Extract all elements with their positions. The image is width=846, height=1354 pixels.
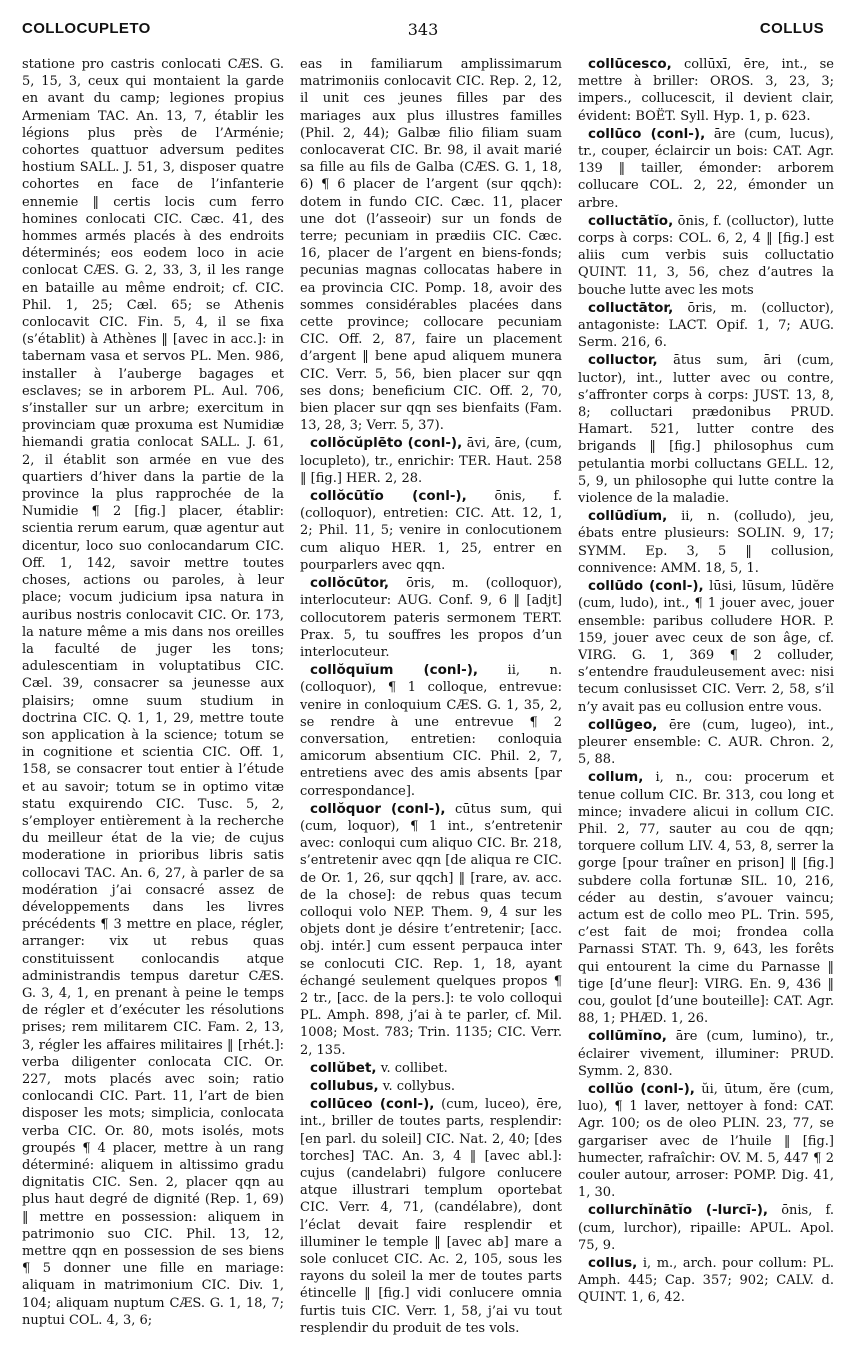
dictionary-entry — [578, 578, 834, 716]
entry-headword: collŏcŭplēto (conl-), — [310, 435, 463, 452]
entry-text: ōris, m. (colluctor), antagoniste: LACT. Opif. 1, 7; AUG. Serm. 216, 6. — [578, 300, 834, 351]
dictionary-entry — [300, 488, 562, 574]
dictionary-entry — [578, 1028, 834, 1080]
dictionary-entry — [300, 435, 562, 487]
dictionary-entry — [22, 56, 284, 1329]
entry-headword: collūceo (conl-), — [310, 1096, 435, 1113]
dictionary-entry — [300, 1060, 562, 1077]
dictionary-entry — [300, 56, 562, 434]
entry-text: ātus sum, āri (cum, luctor), int., lutter avec ou contre, s’affronter corps à corps: JUST. 13, 8, 8; colluctari prædonibus PRUD. Hamart. 521, lutter contre des brigands ‖ [fig.] philosophus cum petulantia morbi colluctans GELL. 12, 5, 9, un philosophe qui lutte contre la violence de la maladie. — [578, 353, 834, 507]
dictionary-entry — [578, 1255, 834, 1307]
dictionary-entry — [578, 769, 834, 1027]
entry-text: ŭi, ūtum, ĕre (cum, luo), ¶ 1 laver, nettoyer à fond: CAT. Agr. 100; os de oleo PLIN. 23, 77, se gargariser avec de l’huile ‖ [fig.] humecter, rafraîchir: OV. M. 5, 447 ¶ 2 couler autour, arroser: POMP. Dig. 41, 1, 30. — [578, 1081, 834, 1201]
entry-text: āre (cum, lucus), tr., couper, éclaircir un bois: CAT. Agr. 139 ‖ tailler, émonder: arborem collucare COL. 2, 22, émonder un arbre. — [578, 126, 834, 211]
dictionary-entry — [578, 56, 834, 125]
dictionary-entry — [578, 213, 834, 299]
column-3 — [578, 56, 834, 1348]
dictionary-entry — [578, 352, 834, 507]
entry-text: lūsi, lūsum, lūdĕre (cum, ludo), int., ¶ 1 jouer avec, jouer ensemble: paribus colludere HOR. P. 159, jouer avec ceux de son âge, cf. VIRG. G. 1, 369 ¶ 2 colluder, s’entendre frauduleusement avec: nisi tecum conlusisset CIC. Verr. 2, 58, s’il n’y avait pas eu collusion entre vous. — [578, 579, 834, 715]
dictionary-entry — [300, 662, 562, 800]
entry-headword: collŏquor (conl-), — [310, 800, 446, 817]
entry-text: i, n., cou: procerum et tenue collum CIC. Br. 313, cou long et mince; invadere alicui in collum CIC. Phil. 2, 77, sauter au cou de qqn; torquere collum LIV. 4, 53, 8, serrer la gorge [pour traîner en prison] ‖ [fig.] subdere colla fortunæ SIL. 10, 216, céder au destin, s’avouer vaincu; actum est de collo meo PL. Trin. 595, c’est fait de moi; frondea colla Parnassi STAT. Th. 9, 643, les forêts qui entourent la cime du Parnasse ‖ tige [d’une fleur]: VIRG. En. 9, 436 ‖ cou, goulot [d’une bouteille]: CAT. Agr. 88, 1; PHÆD. 1, 26. — [578, 770, 834, 1027]
entry-headword: collūdo (conl-), — [588, 578, 704, 595]
dictionary-entry — [578, 717, 834, 769]
entry-text: ōnis, f. (cum, lurchor), ripaille: APUL. Apol. 75, 9. — [578, 1203, 834, 1253]
entry-headword: colluctor, — [588, 352, 658, 369]
entry-headword: collus, — [588, 1255, 638, 1272]
entry-headword: collŭo (conl-), — [588, 1080, 695, 1097]
dictionary-entry — [578, 1202, 834, 1254]
header-right-guideword: COLLUS — [759, 20, 824, 37]
entry-headword: collūdĭum, — [588, 508, 668, 525]
entry-headword: collūmĭno, — [588, 1028, 667, 1045]
entry-text: ōnis, f. (colloquor), entretien: CIC. Att. 12, 1, 2; Phil. 11, 5; venire in conlocutionem cum aliquo HER. 1, 25, entrer en pourparlers avec qqn. — [300, 489, 562, 573]
entry-text: ōnis, f. (colluctor), lutte corps à corps: COL. 6, 2, 4 ‖ [fig.] est aliis cum verbis suis colluctatio QUINT. 11, 3, 56, chez d’autres la bouche lutte avec les mots — [578, 213, 834, 298]
column-2 — [300, 56, 562, 1348]
entry-text: eas in familiarum amplissimarum matrimoniis conlocavit CIC. Rep. 2, 12, il unit ces jeunes filles par des mariages aux plus illustres familles (Phil. 2, 44); Galbæ filio filiam suam conlocaverat CIC. Br. 98, il avait marié sa fille au fils de Galba (CÆS. G. 1, 18, 6) ¶ 6 placer de l’argent (sur qqch): dotem in fundo CIC. Cæc. 11, placer une dot (l’asseoir) sur un fonds de terre; pecuniam in prædiis CIC. Cæc. 16, placer de l’argent en biens-fonds; pecunias magnas collocatas habere in ea provincia CIC. Pomp. 18, avoir des sommes considérables placées dans cette province; collocare pecuniam CIC. Off. 2, 87, faire un placement d’argent ‖ bene apud aliquem munera CIC. Verr. 5, 56, bien placer sur qqn ses dons; beneficium CIC. Off. 2, 70, bien placer sur qqn ses bienfaits (Fam. 13, 28, 3; Verr. 5, 37). — [300, 57, 562, 434]
entry-headword: collubus, — [310, 1077, 379, 1094]
entry-headword: collŭbet, — [310, 1059, 377, 1076]
running-header — [22, 20, 824, 44]
entry-headword: colluctātĭo, — [588, 212, 674, 229]
entry-text: ii, n. (colludo), jeu, ébats entre plusieurs: SOLIN. 9, 17; SYMM. Ep. 3, 5 ‖ collusion, connivence: AMM. 18, 5, 1. — [578, 509, 834, 576]
entry-headword: collum, — [588, 769, 644, 786]
entry-headword: collūcesco, — [588, 56, 672, 72]
entry-text: āre (cum, lumino), tr., éclairer vivement, illuminer: PRUD. Symm. 2, 830. — [578, 1029, 834, 1079]
entry-text: i, m., arch. pour collum: PL. Amph. 445; Cap. 357; 902; CALV. d. QUINT. 1, 6, 42. — [578, 1256, 834, 1306]
entry-text: āvi, āre, (cum, locupleto), tr., enrichir: TER. Haut. 258 ‖ [fig.] HER. 2, 28. — [300, 436, 562, 486]
entry-text: v. collybus. — [382, 1078, 456, 1094]
entry-headword: collurchĭnātĭo (-lurcī-), — [588, 1202, 769, 1219]
dictionary-entry — [300, 1096, 562, 1337]
entry-headword: collŏcūtor, — [310, 575, 389, 592]
entry-headword: collūgeo, — [588, 716, 658, 733]
dictionary-entry — [578, 300, 834, 352]
entry-headword: colluctātor, — [588, 299, 674, 316]
dictionary-entry — [578, 126, 834, 212]
dictionary-entry — [578, 508, 834, 577]
entry-text: (cum, luceo), ēre, int., briller de toutes parts, resplendir: [en parl. du soleil] CIC. Nat. 2, 40; [des torches] TAC. An. 3, 4 ‖ [avec abl.]: cujus (candelabri) fulgore conlucere atque illustrari templum oportebat CIC. Verr. 4, 71, (candélabre), dont l’éclat devait faire resplendir et illuminer le temple ‖ [avec ab] mare a sole conlucet CIC. Ac. 2, 105, sous les rayons du soleil la mer de toutes parts étincelle ‖ [fig.] vidi conlucere omnia furtis tuis CIC. Verr. 1, 58, j’ai vu tout resplendir du produit de tes vols. — [300, 1097, 562, 1336]
page-number: 343 — [407, 20, 439, 39]
entry-headword: collūco (conl-), — [588, 125, 706, 142]
entry-text: ii, n. (colloquor), ¶ 1 colloque, entrevue: venire in conloquium CÆS. G. 1, 35, 2, se rendre à une entrevue ¶ 2 conversation, entretien: conloquia amicorum absentium CIC. Phil. 2, 7, entretiens avec des amis absents [par correspondance]. — [300, 663, 562, 799]
entry-text: statione pro castris conlocati CÆS. G. 5, 15, 3, ceux qui montaient la garde en avant du camp; legiones propius Armeniam TAC. An. 13, 7, établir les légions plus près de l’Arménie; cohortes quattuor adversum pedites hostium SALL. J. 51, 3, disposer quatre cohortes en face de l’infanterie ennemie ‖ certis locis cum ferro homines conlocati CIC. Cæc. 41, des hommes armés placés à des endroits déterminés; eos eodem loco in acie conlocat CÆS. G. 2, 33, 3, il les range en bataille au même endroit; cf. CIC. Phil. 1, 25; Cæl. 65; se Athenis conlocavit CIC. Fin. 5, 4, il se fixa (s’établit) à Athènes ‖ [avec in acc.]: in tabernam vasa et servos PL. Men. 986, installer à l’auberge bagages et esclaves; se in arborem PL. Aul. 706, s’installer sur un arbre; exercitum in provinciam quæ proxuma est Numidiæ hiemandi gratia conlocat SALL. J. 61, 2, il établit son armée en vue des quartiers d’hiver dans la partie de la province la plus rapprochée de la Numidie ¶ 2 [fig.] placer, établir: scientia rerum earum, quæ agentur aut dicentur, loco suo conlocandarum CIC. Off. 1, 142, savoir mettre toutes choses, actions ou paroles, à leur place; vocum judicium ipsa natura in auribus nostris conlocavit CIC. Or. 173, la nature même a mis dans nos oreilles la faculté de juger les tons; adulescentiam in voluptatibus CIC. Cæl. 39, consacrer sa jeunesse aux plaisirs; omne suum studium in doctrina CIC. Q. 1, 1, 29, mettre toute son application à la science; totum se in cognitione et scientia CIC. Off. 1, 158, se consacrer tout entier à l’étude et au savoir; totum se in optimo vitæ statu exquirendo CIC. Tusc. 5, 2, s’employer entièrement à la recherche du meilleur état de la vie; de cujus moderatione in prioribus libris satis collocavi TAC. An. 6, 27, à parler de sa modération j’ai consacré assez de développements dans les livres précédents ¶ 3 mettre en place, régler, arranger: vix ut rebus quas constituissent conlocandis atque administrandis tempus daretur CÆS. G. 3, 4, 1, en prenant à peine le temps de régler et d’exécuter les résolutions prises; rem militarem CIC. Fam. 2, 13, 3, régler les affaires militaires ‖ [rhét.]: verba diligenter conlocata CIC. Or. 227, mots placés avec soin; ratio conlocandi CIC. Part. 11, l’art de bien disposer les mots; simplicia, conlocata verba CIC. Or. 80, mots isolés, mots groupés ¶ 4 placer, mettre à un rang déterminé: aliquem in altissimo gradu dignitatis CIC. Sen. 2, placer qqn au plus haut degré de dignité (Rep. 1, 69) ‖ mettre en possession: aliquem in patrimonio suo CIC. Phil. 13, 12, mettre qqn en possession de ses biens ¶ 5 donner une fille en mariage: aliquam in matrimonium CIC. Div. 1, 104; aliquam nuptum CÆS. G. 1, 18, 7; nuptui COL. 4, 3, 6; — [22, 57, 284, 1328]
dictionary-entry — [578, 1081, 834, 1201]
entry-text: ōris, m. (colloquor), interlocuteur: AUG. Conf. 9, 6 ‖ [adjt] collocutorem pateris sermonem TERT. Prax. 5, tu souffres les propos d’un interlocuteur. — [300, 576, 562, 660]
entry-text: cūtus sum, qui (cum, loquor), ¶ 1 int., s’entretenir avec: conloqui cum aliquo CIC. Br. 218, s’entretenir avec qqn [de aliqua re CIC. de Or. 1, 26, sur qqch] ‖ [rare, av. acc. de la chose]: de rebus quas tecum colloqui volo NEP. Them. 9, 4 sur les objets dont je désire t’entretenir; [acc. obj. intér.] cum essent perpauca inter se conlocuti CIC. Rep. 1, 18, ayant échangé seulement quelques propos ¶ 2 tr., [acc. de la pers.]: te volo colloqui PL. Amph. 898, j’ai à te parler, cf. Mil. 1008; Most. 783; Trin. 1135; CIC. Verr. 2, 135. — [300, 801, 562, 1058]
entry-text: collūxī, ēre, int., se mettre à briller: OROS. 3, 23, 3; impers., collucescit, il devient clair, évident: BOËT. Syll. Hyp. 1, p. 623. — [578, 57, 834, 124]
entry-headword: collŏquĭum (conl-), — [310, 662, 479, 679]
entry-text: v. collibet. — [380, 1060, 448, 1076]
dictionary-entry — [300, 801, 562, 1059]
entry-text: ēre (cum, lugeo), int., pleurer ensemble: C. AUR. Chron. 2, 5, 88. — [578, 717, 834, 768]
header-left-guideword: COLLOCUPLETO — [22, 20, 151, 37]
column-1 — [22, 56, 284, 1348]
dictionary-entry — [300, 575, 562, 661]
entry-headword: collŏcūtĭo (conl-), — [310, 488, 467, 505]
dictionary-entry — [300, 1078, 562, 1095]
